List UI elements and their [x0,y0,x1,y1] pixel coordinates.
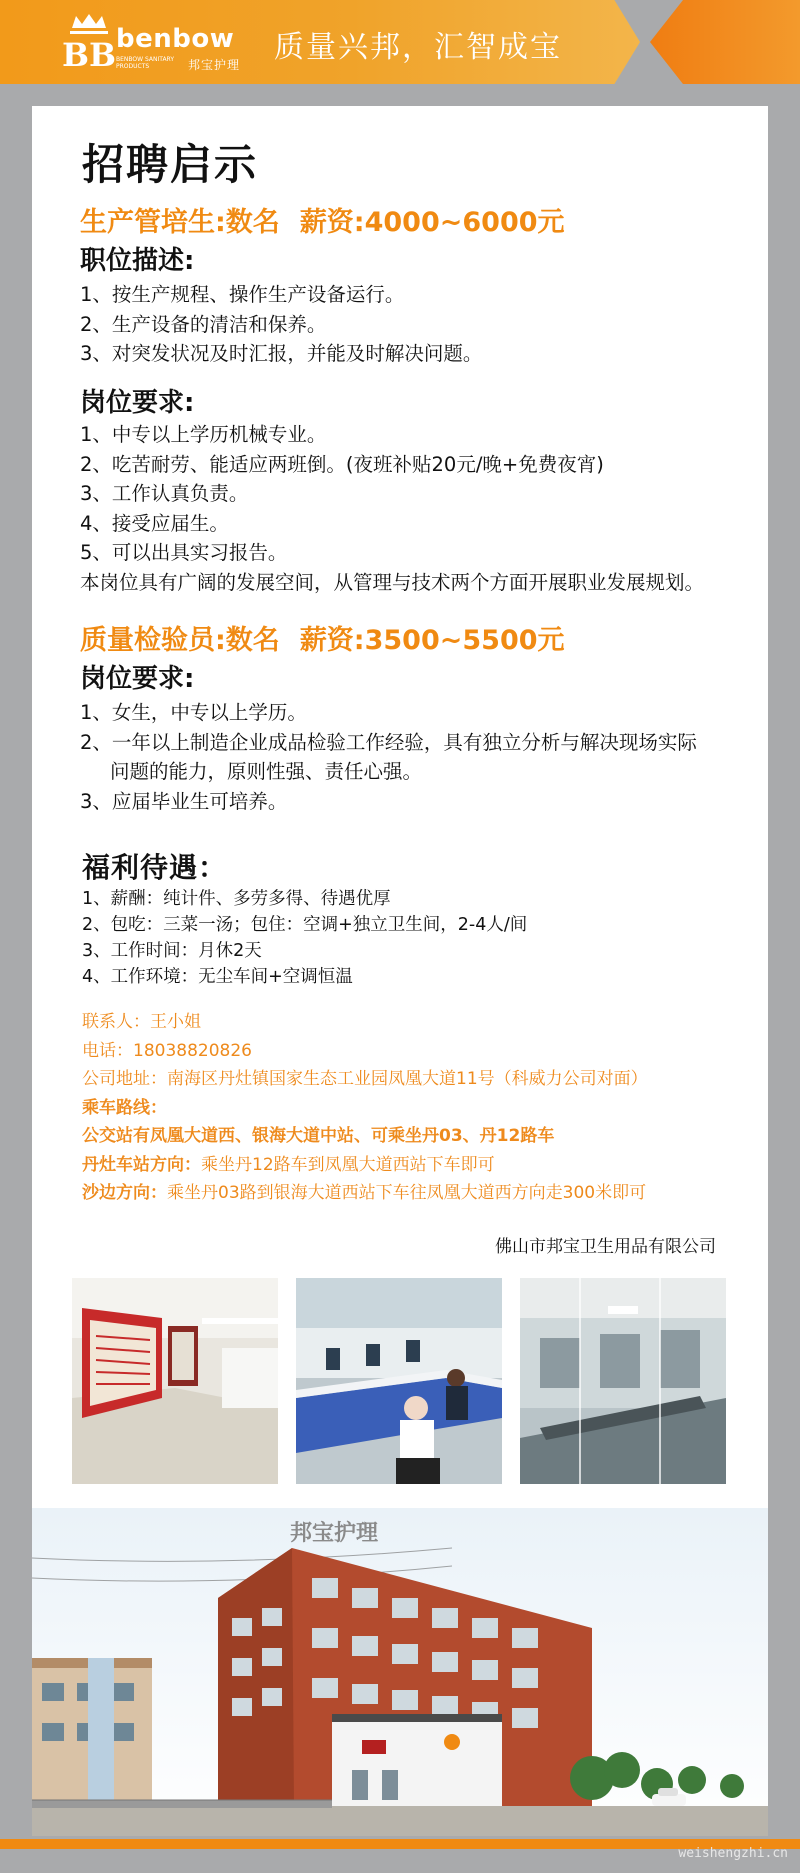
slogan: 质量兴邦，汇智成宝 [274,30,562,65]
list-item: 4、接受应届生。 [80,511,229,535]
job2-title: 质量检验员:数名 [80,625,280,656]
list-item: 4、工作环境：无尘车间+空调恒温 [82,967,353,987]
list-item: 2、包吃：三菜一汤；包住：空调+独立卫生间，2-4人/间 [82,915,528,935]
list-item: 1、中专以上学历机械专业。 [80,423,327,446]
benefits-list [82,886,527,990]
factory-building-photo [32,1508,768,1836]
cleanroom-production-photo [520,1278,726,1484]
logo-wordmark: benbow [116,24,235,54]
contact-block [82,1008,742,1208]
list-item: 1、薪酬：纯计件、多劳多得、待遇优厚 [82,889,391,909]
job2-salary: 薪资:3500~5500元 [299,625,565,656]
crown-bb-logo-icon [61,14,117,74]
job1-req-list [80,420,770,597]
route2-text: 乘坐丹12路车到凤凰大道西站下车即可 [201,1154,495,1175]
list-item: 3、工作认真负责。 [80,482,249,505]
list-item: 1、女生，中专以上学历。 [80,701,307,724]
header-banner [0,0,800,84]
benbow-logo [61,14,266,74]
list-item: 2、吃苦耐劳、能适应两班倒。(夜班补贴20元/晚+免费夜宵) [80,452,604,476]
job2-heading [80,618,565,657]
job2-req-list [80,698,770,816]
job1-desc-title: 职位描述: [80,246,195,276]
contact-address: 公司地址：南海区丹灶镇国家生态工业园凤凰大道11号（科威力公司对面） [82,1069,648,1089]
footer [0,1838,800,1873]
job1-desc-list [80,280,770,369]
list-item: 2、生产设备的清洁和保养。 [80,312,327,336]
contact-phone: 电话：18038820826 [82,1040,252,1061]
route-title: 乘车路线： [82,1097,167,1118]
contact-person: 联系人：王小姐 [82,1012,201,1032]
job1-salary: 薪资:4000~6000元 [299,207,565,238]
building-sign: 邦宝护理 [290,1521,379,1546]
watermark-url: weishengzhi.cn [678,1846,788,1861]
list-item: 本岗位具有广阔的发展空间，从管理与技术两个方面开展职业发展规划。 [80,570,705,594]
list-item: 3、应届毕业生可培养。 [80,789,288,813]
logo-subtitle: BENBOW SANITARY PRODUCTS [116,56,175,70]
page-title: 招聘启示 [82,140,259,189]
bus-info: 公交站有凤凰大道西、银海大道中站、可乘坐丹03、丹12路车 [82,1126,555,1146]
company-name: 佛山市邦宝卫生用品有限公司 [495,1237,716,1257]
job2-req-title: 岗位要求: [80,664,195,694]
job1-heading [80,200,565,239]
benefits-title: 福利待遇： [82,851,228,884]
list-item: 问题的能力，原则性强、责任心强。 [110,760,423,783]
job1-title: 生产管培生:数名 [80,207,280,238]
route3-label: 沙边方向： [82,1183,167,1203]
job1-req-title: 岗位要求: [80,388,195,418]
lab-workstation-photo [296,1278,502,1484]
list-item: 2、一年以上制造企业成品检验工作经验，具有独立分析与解决现场实际 [80,730,697,754]
list-item: 1、按生产规程、操作生产设备运行。 [80,283,405,306]
list-item: 3、工作时间：月休2天 [82,941,262,961]
header-arrow-shape [650,0,800,84]
svg-text:BB: BB [61,36,117,74]
list-item: 5、可以出具实习报告。 [80,541,288,564]
poster-card [32,106,768,1836]
route3-text: 乘坐丹03路到银海大道西站下车往凤凰大道西方向走300米即可 [167,1183,647,1203]
route2-label: 丹灶车站方向： [82,1154,201,1175]
logo-chinese-name: 邦宝护理 [188,58,241,72]
list-item: 3、对突发状况及时汇报，并能及时解决问题。 [80,342,483,365]
office-corridor-photo [72,1278,278,1484]
